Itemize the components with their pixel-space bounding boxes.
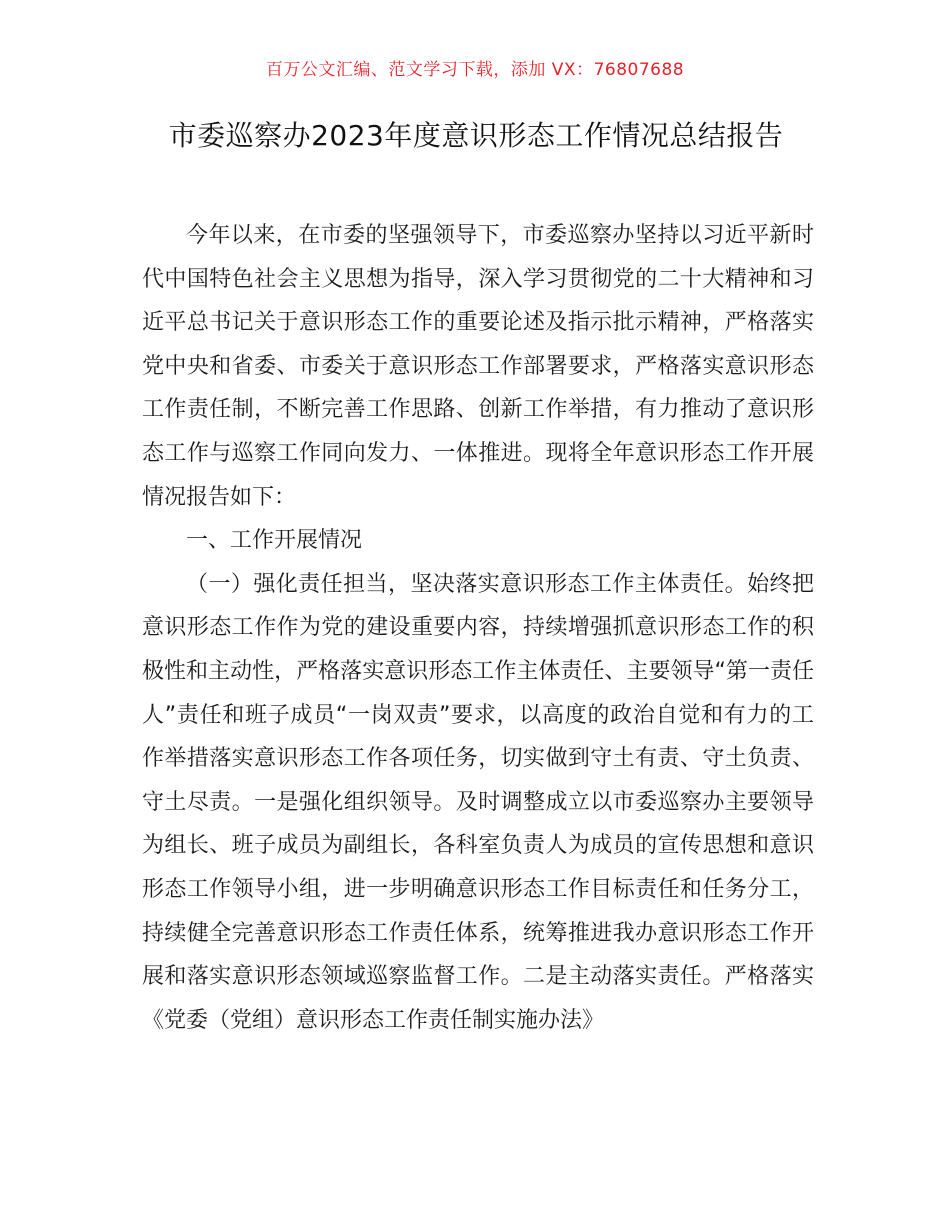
intro-paragraph: 今年以来，在市委的坚强领导下，市委巡察办坚持以习近平新时代中国特色社会主义思想为指导，深入学习贯彻党的二十大精神和习近平总书记关于意识形态工作的重要论述及指示批示精神，严格落实党中央和省委、市委关于意识形态工作部署要求，严格落实意识形态工作责任制，不断完善工作思路、创新工作举措，有力推动了意识形态工作与巡察工作同向发力、一体推进。现将全年意识形态工作开展情况报告如下： bbox=[142, 223, 814, 510]
document-title: 市委巡察办2023年度意识形态工作情况总结报告 bbox=[168, 119, 784, 152]
section-heading: 一、工作开展情况 bbox=[186, 528, 363, 554]
subsection-paragraph: （一）强化责任担当，坚决落实意识形态工作主体责任。始终把意识形态工作作为党的建设重要内容，持续增强抓意识形态工作的积极性和主动性，严格落实意识形态工作主体责任、主要领导“第一责任人”责任和班子成员“一岗双责”要求，以高度的政治自觉和有力的工作举措落实意识形态工作各项任务，切实做到守土有责、守土负责、守土尽责。一是强化组织领导。及时调整成立以市委巡察办主要领导为组长、班子成员为副组长，各科室负责人为成员的宣传思想和意识形态工作领导小组，进一步明确意识形态工作目标责任和任务分工，持续健全完善意识形态工作责任体系，统筹推进我办意识形态工作开展和落实意识形态领域巡察监督工作。二是主动落实责任。严格落实《党委（党组）意识形态工作责任制实施办法》 bbox=[142, 571, 814, 1033]
header-banner: 百万公文汇编、范文学习下载，添加 VX：76807688 bbox=[265, 60, 685, 80]
document-body bbox=[142, 214, 814, 1042]
